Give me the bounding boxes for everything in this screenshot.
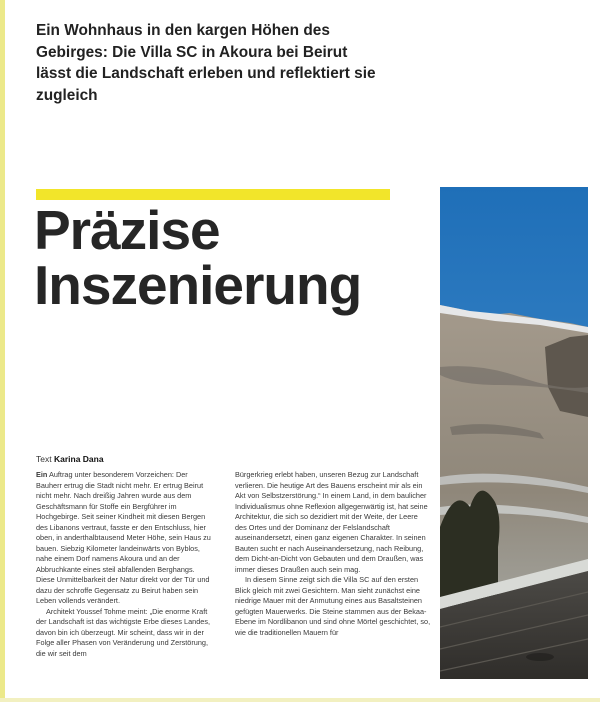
column1-paragraph-2: Architekt Youssef Tohme meint: „Die enorme Kraft der Landschaft ist das wichtigste Erbe dieses Landes, davon bin ich überzeugt. Mir scheint, dass wir in der Folge aller Phasen von Veränderung und Zerstörung, die wir seit dem	[36, 606, 211, 658]
body-column-1	[36, 470, 214, 659]
headline-line-2: Inszenierung	[34, 254, 362, 316]
article-headline	[34, 199, 362, 316]
credit-prefix: Text	[36, 454, 52, 464]
landscape-photo	[440, 187, 588, 679]
column2-paragraph-1: Bürgerkrieg erlebt haben, unseren Bezug zur Landschaft verlieren. Die heutige Art des Bauens erscheint mir als ein Akt von Selbstzerstörung.“ In einem Land, in dem baulicher Individualismus ohne Reflexion allgegenwärtig ist, hat seine Architektur, die sich so dezidiert mit der Weite, der Leere des Ortes und der Dominanz der Felslandschaft auseinandersetzt, einen ganz eigenen Charakter. In seinen Bauten sucht er nach Auseinandersetzung, nach Reibung, dem Dicht-an-Dicht von Gebauten und dem Draußen, was immer dieses Draußen auch sein mag.	[235, 470, 428, 574]
intro-text: Ein Wohnhaus in den kargen Höhen des Gebirges: Die Villa SC in Akoura bei Beirut lässt die Landschaft erleben und reflektiert sie zugleich	[36, 22, 376, 104]
author-name: Karina Dana	[53, 454, 104, 464]
column1-paragraph-1	[36, 470, 214, 607]
author-credit	[36, 454, 104, 464]
scan-edge-left	[0, 0, 5, 702]
column2-paragraph-2: In diesem Sinne zeigt sich die Villa SC auf den ersten Blick gleich mit zwei Gesichtern. Man sieht zunächst eine niedrige Mauer mit der Anmutung eines aus Basaltsteinen gefügten Mauerwerks. Die Steine stammen aus der Bekaa-Ebene im Nordlibanon und sind ohne Mörtel geschichtet, so, wie die traditionellen Mauern für	[235, 575, 431, 637]
column1-paragraph-1-text: Auftrag unter besonderem Vorzeichen: Der Bauherr ertrug die Stadt nicht mehr. Er ertrug Beirut nicht mehr. Nach dreißig Jahren wurde aus dem Geschäftsmann für Stoffe ein Bergführer im Hochgebirge. Seit seiner Kindheit mit diesen Bergen des Libanons vertraut, fasste er den Entschluss, hier oben, in anderthalbtausend Meter Höhe, sein Haus zu bauen. Siebzig Kilometer landeinwärts von Byblos, nahe einem Dorf namens Akoura und an der Abbruchkante eines steil abfallenden Berghangs. Diese Unmittelbarkeit der Natur direkt vor der Tür und dazu der schroffe Gegensatz zu Beirut haben sein Leben vollends verändert.	[36, 470, 211, 605]
headline-line-1: Präzise	[34, 199, 220, 261]
body-column-2	[235, 470, 431, 638]
scan-edge-bottom	[0, 698, 600, 702]
lead-word: Ein	[36, 470, 48, 479]
